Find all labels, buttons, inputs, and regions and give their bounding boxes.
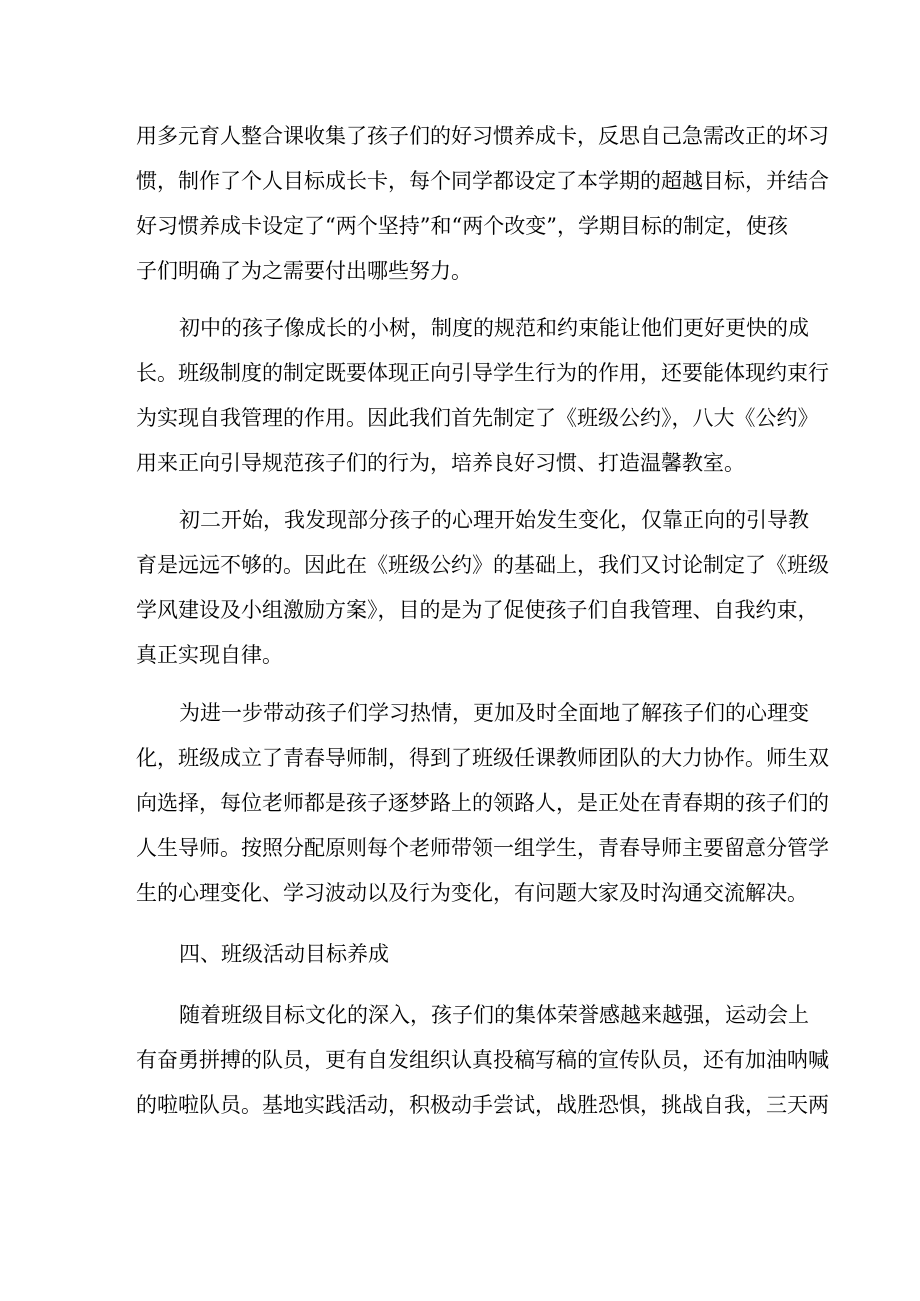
paragraph-2-line-2: 长。班级制度的制定既要体现正向引导学生行为的作用，还要能体现约束行 xyxy=(136,361,829,385)
paragraph-5-line-2: 有奋勇拼搏的队员，更有自发组织认真投稿写稿的宣传队员，还有加油呐喊 xyxy=(136,1048,829,1072)
paragraph-2-line-3: 为实现自我管理的作用。因此我们首先制定了《班级公约》，八大《公约》 xyxy=(136,406,819,430)
paragraph-4-line-5: 生的心理变化、学习波动以及行为变化，有问题大家及时沟通交流解决。 xyxy=(136,881,808,905)
paragraph-3-line-4: 真正实现自律。 xyxy=(136,643,283,667)
paragraph-2-line-1: 初中的孩子像成长的小树，制度的规范和约束能让他们更好更快的成 xyxy=(179,316,809,340)
paragraph-1-line-2: 惯，制作了个人目标成长卡，每个同学都设定了本学期的超越目标，并结合 xyxy=(136,169,829,193)
paragraph-3-line-2: 育是远远不够的。因此在《班级公约》的基础上，我们又讨论制定了《班级 xyxy=(136,553,829,577)
paragraph-5-line-1: 随着班级目标文化的深入，孩子们的集体荣誉感越来越强，运动会上 xyxy=(179,1003,809,1027)
paragraph-4-line-1: 为进一步带动孩子们学习热情，更加及时全面地了解孩子们的心理变 xyxy=(179,701,809,725)
paragraph-4-line-2: 化，班级成立了青春导师制，得到了班级任课教师团队的大力协作。师生双 xyxy=(136,746,829,770)
paragraph-2-line-4: 用来正向引导规范孩子们的行为，培养良好习惯、打造温馨教室。 xyxy=(136,451,745,475)
paragraph-1-line-1: 用多元育人整合课收集了孩子们的好习惯养成卡，反思自己急需改正的坏习 xyxy=(136,124,829,148)
paragraph-4-line-3: 向选择，每位老师都是孩子逐梦路上的领路人，是正处在青春期的孩子们的 xyxy=(136,791,829,815)
section-heading: 四、班级活动目标养成 xyxy=(179,942,389,966)
paragraph-4-line-4: 人生导师。按照分配原则每个老师带领一组学生，青春导师主要留意分管学 xyxy=(136,836,829,860)
paragraph-5-line-3: 的啦啦队员。基地实践活动，积极动手尝试，战胜恐惧，挑战自我，三天两 xyxy=(136,1093,829,1117)
paragraph-3-line-3: 学风建设及小组激励方案》，目的是为了促使孩子们自我管理、自我约束， xyxy=(136,598,819,622)
paragraph-3-line-1: 初二开始，我发现部分孩子的心理开始发生变化，仅靠正向的引导教 xyxy=(179,508,809,532)
paragraph-1-line-3: 好习惯养成卡设定了“两个坚持”和“两个改变”，学期目标的制定，使孩 xyxy=(136,214,788,238)
paragraph-1-line-4: 子们明确了为之需要付出哪些努力。 xyxy=(136,259,472,283)
